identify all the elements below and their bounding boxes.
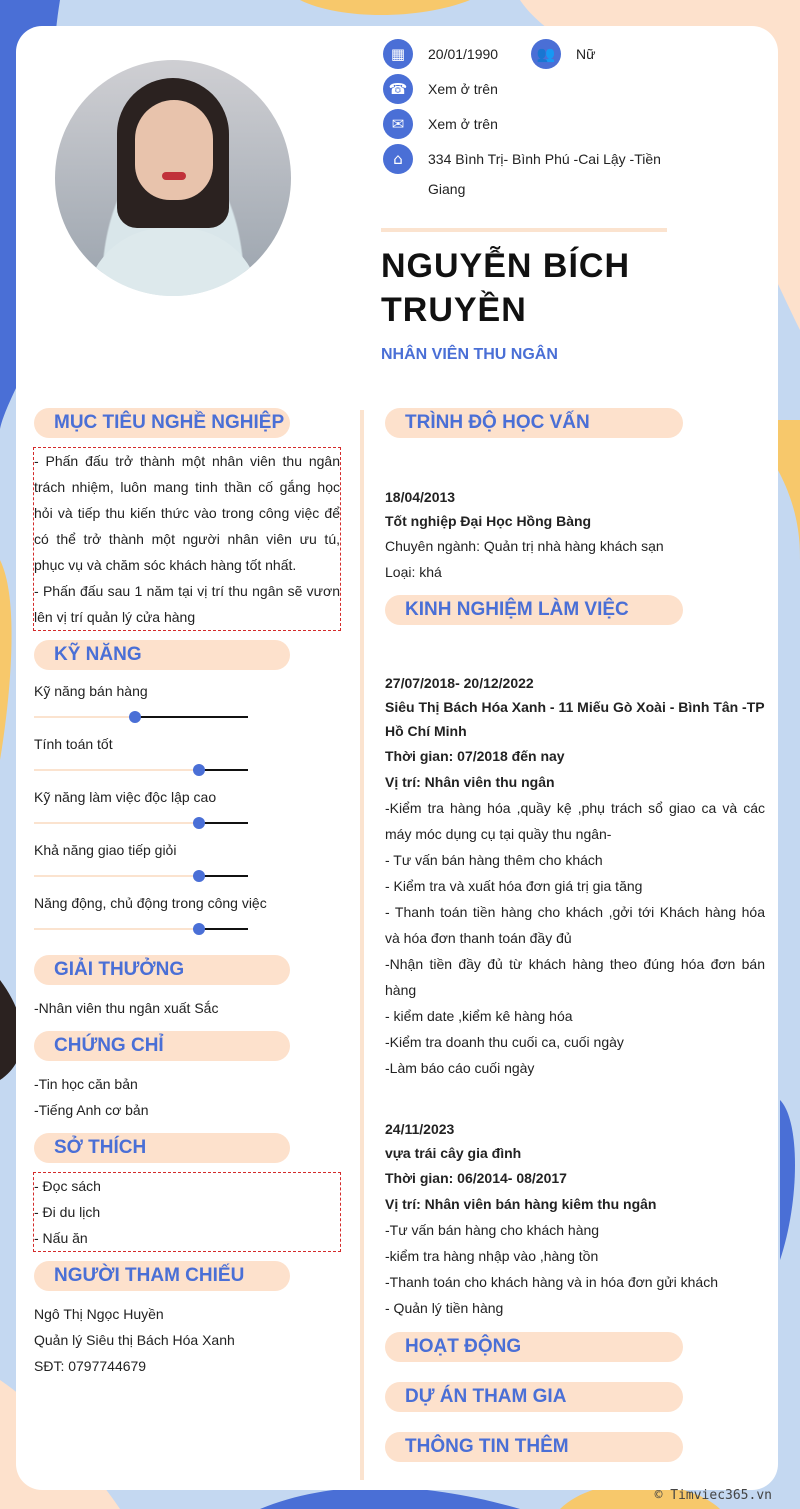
skill-slider — [34, 822, 248, 824]
duty-item: - Quản lý tiền hàng — [385, 1300, 504, 1316]
duty-item: -Kiểm tra doanh thu cuối ca, cuối ngày — [385, 1034, 624, 1050]
job-duties — [385, 795, 765, 1081]
certificate-item-2: -Tiếng Anh cơ bản — [34, 1102, 149, 1118]
skill-label: Năng động, chủ động trong công việc — [34, 895, 267, 911]
skill-label: Khả năng giao tiếp giỏi — [34, 842, 177, 858]
skill-level-fill — [34, 928, 199, 930]
skill-level-dot — [193, 923, 205, 935]
skill-level-fill — [34, 769, 199, 771]
job-title: NHÂN VIÊN THU NGÂN — [381, 346, 558, 363]
section-experience-title: KINH NGHIỆM LÀM VIỆC — [385, 595, 683, 625]
home-icon: ⌂ — [383, 144, 413, 174]
candidate-name — [381, 244, 761, 332]
duty-item: -Kiểm tra hàng hóa ,quầy kệ ,phụ trách sổ giao ca và các máy móc dụng cụ tại quầy thu ngân- — [385, 800, 765, 842]
duty-item: -Tư vấn bán hàng cho khách hàng — [385, 1222, 600, 1238]
reference-position: Quản lý Siêu thị Bách Hóa Xanh — [34, 1332, 235, 1348]
section-references-title: NGƯỜI THAM CHIẾU — [34, 1261, 290, 1291]
hobby-item-1: - Đọc sách — [34, 1178, 101, 1194]
hobbies-box — [33, 1172, 341, 1252]
watermark: © Timviec365.vn — [654, 1488, 772, 1503]
objective-p2: - Phấn đấu sau 1 năm tại vị trí thu ngân sẽ vươn lên vị trí quản lý cửa hàng — [34, 583, 340, 625]
job-time: Thời gian: 07/2018 đến nay — [385, 748, 565, 764]
skill-level-fill — [34, 875, 199, 877]
skill-label: Kỹ năng làm việc độc lập cao — [34, 789, 217, 805]
skill-level-dot — [193, 870, 205, 882]
calendar-icon: ▦ — [383, 39, 413, 69]
duty-item: - Kiểm tra và xuất hóa đơn giá trị gia tăng — [385, 878, 643, 894]
skill-level-fill — [34, 822, 199, 824]
section-more-info-title: THÔNG TIN THÊM — [385, 1432, 683, 1462]
contact-email — [383, 109, 498, 139]
education-major: Chuyên ngành: Quản trị nhà hàng khách sạn — [385, 538, 664, 554]
hobby-item-3: - Nấu ăn — [34, 1230, 88, 1246]
contact-birthday — [383, 39, 498, 69]
job-position: Vị trí: Nhân viên thu ngân — [385, 774, 555, 790]
job-company: Siêu Thị Bách Hóa Xanh - 11 Miếu Gò Xoài - Bình Tân -TP Hồ Chí Minh — [385, 699, 765, 739]
name-divider — [381, 228, 667, 232]
section-hobbies-title: SỞ THÍCH — [34, 1133, 290, 1163]
skill-level-fill — [34, 716, 135, 718]
objective-box — [33, 447, 341, 631]
birthday-text: 20/01/1990 — [428, 46, 499, 62]
address-text: 334 Bình Trị- Bình Phú -Cai Lậy -Tiền Giang — [428, 151, 661, 197]
section-activities-title: HOẠT ĐỘNG — [385, 1332, 683, 1362]
skill-level-dot — [129, 711, 141, 723]
cv-card — [16, 26, 778, 1490]
section-education-title: TRÌNH ĐỘ HỌC VẤN — [385, 408, 683, 438]
section-projects-title: DỰ ÁN THAM GIA — [385, 1382, 683, 1412]
skill-slider — [34, 716, 248, 718]
mail-icon: ✉ — [383, 109, 413, 139]
contact-gender — [531, 39, 595, 69]
email-text: Xem ở trên — [428, 116, 498, 132]
duty-item: - kiểm date ,kiểm kê hàng hóa — [385, 1008, 573, 1024]
reference-name: Ngô Thị Ngọc Huyền — [34, 1306, 164, 1322]
award-item: -Nhân viên thu ngân xuất Sắc — [34, 1000, 219, 1016]
skill-slider — [34, 769, 248, 771]
section-awards-title: GIẢI THƯỞNG — [34, 955, 290, 985]
duty-item: -Thanh toán cho khách hàng và in hóa đơn gửi khách — [385, 1274, 718, 1290]
contact-phone — [383, 74, 498, 104]
skill-slider — [34, 875, 248, 877]
gender-text: Nữ — [576, 46, 596, 62]
duty-item: -kiểm tra hàng nhập vào ,hàng tồn — [385, 1248, 599, 1264]
duty-item: - Tư vấn bán hàng thêm cho khách — [385, 852, 603, 868]
phone-icon: ☎ — [383, 74, 413, 104]
section-skills-title: KỸ NĂNG — [34, 640, 290, 670]
job-position: Vị trí: Nhân viên bán hàng kiêm thu ngân — [385, 1196, 657, 1212]
name-line-1: NGUYỄN BÍCH — [381, 247, 631, 285]
reference-phone: SĐT: 0797744679 — [34, 1358, 147, 1374]
job-2 — [385, 1117, 765, 1321]
job-company: vựa trái cây gia đình — [385, 1145, 522, 1161]
objective-p1: - Phấn đấu trở thành một nhân viên thu ngân trách nhiệm, luôn mang tinh thần cố gắng học hỏi và tiếp thu kiến thức vào trong công việc để có thể trở thành một người nhân viên ưu tú, phục vụ và chăm sóc khách hàng tốt nhất. — [34, 453, 340, 573]
duty-item: -Nhận tiền đầy đủ từ khách hàng theo đúng hóa đơn bán hàng — [385, 956, 765, 998]
job-1 — [385, 671, 765, 1081]
duty-item: -Làm báo cáo cuối ngày — [385, 1060, 535, 1076]
phone-text: Xem ở trên — [428, 81, 498, 97]
hobby-item-2: - Đi du lịch — [34, 1204, 101, 1220]
skill-label: Tính toán tốt — [34, 736, 113, 752]
skill-level-dot — [193, 764, 205, 776]
skill-slider — [34, 928, 248, 930]
job-duties — [385, 1217, 765, 1321]
name-line-2: TRUYỀN — [381, 291, 527, 329]
people-icon: 👥 — [531, 39, 561, 69]
profile-photo — [55, 60, 291, 296]
education-grade: Loại: khá — [385, 564, 442, 580]
contact-address — [383, 144, 668, 204]
job-date: 27/07/2018- 20/12/2022 — [385, 675, 534, 691]
skill-label: Kỹ năng bán hàng — [34, 683, 148, 699]
education-date: 18/04/2013 — [385, 489, 456, 505]
section-objective-title: MỤC TIÊU NGHỀ NGHIỆP — [34, 408, 290, 438]
job-date: 24/11/2023 — [385, 1121, 455, 1137]
column-divider — [360, 410, 364, 1480]
certificate-item-1: -Tin học căn bản — [34, 1076, 138, 1092]
job-time: Thời gian: 06/2014- 08/2017 — [385, 1170, 567, 1186]
education-school: Tốt nghiệp Đại Học Hồng Bàng — [385, 513, 592, 529]
duty-item: - Thanh toán tiền hàng cho khách ,gởi tới Khách hàng hóa và hóa đơn thanh toán đầy đủ — [385, 904, 765, 946]
section-certificates-title: CHỨNG CHỈ — [34, 1031, 290, 1061]
skill-level-dot — [193, 817, 205, 829]
